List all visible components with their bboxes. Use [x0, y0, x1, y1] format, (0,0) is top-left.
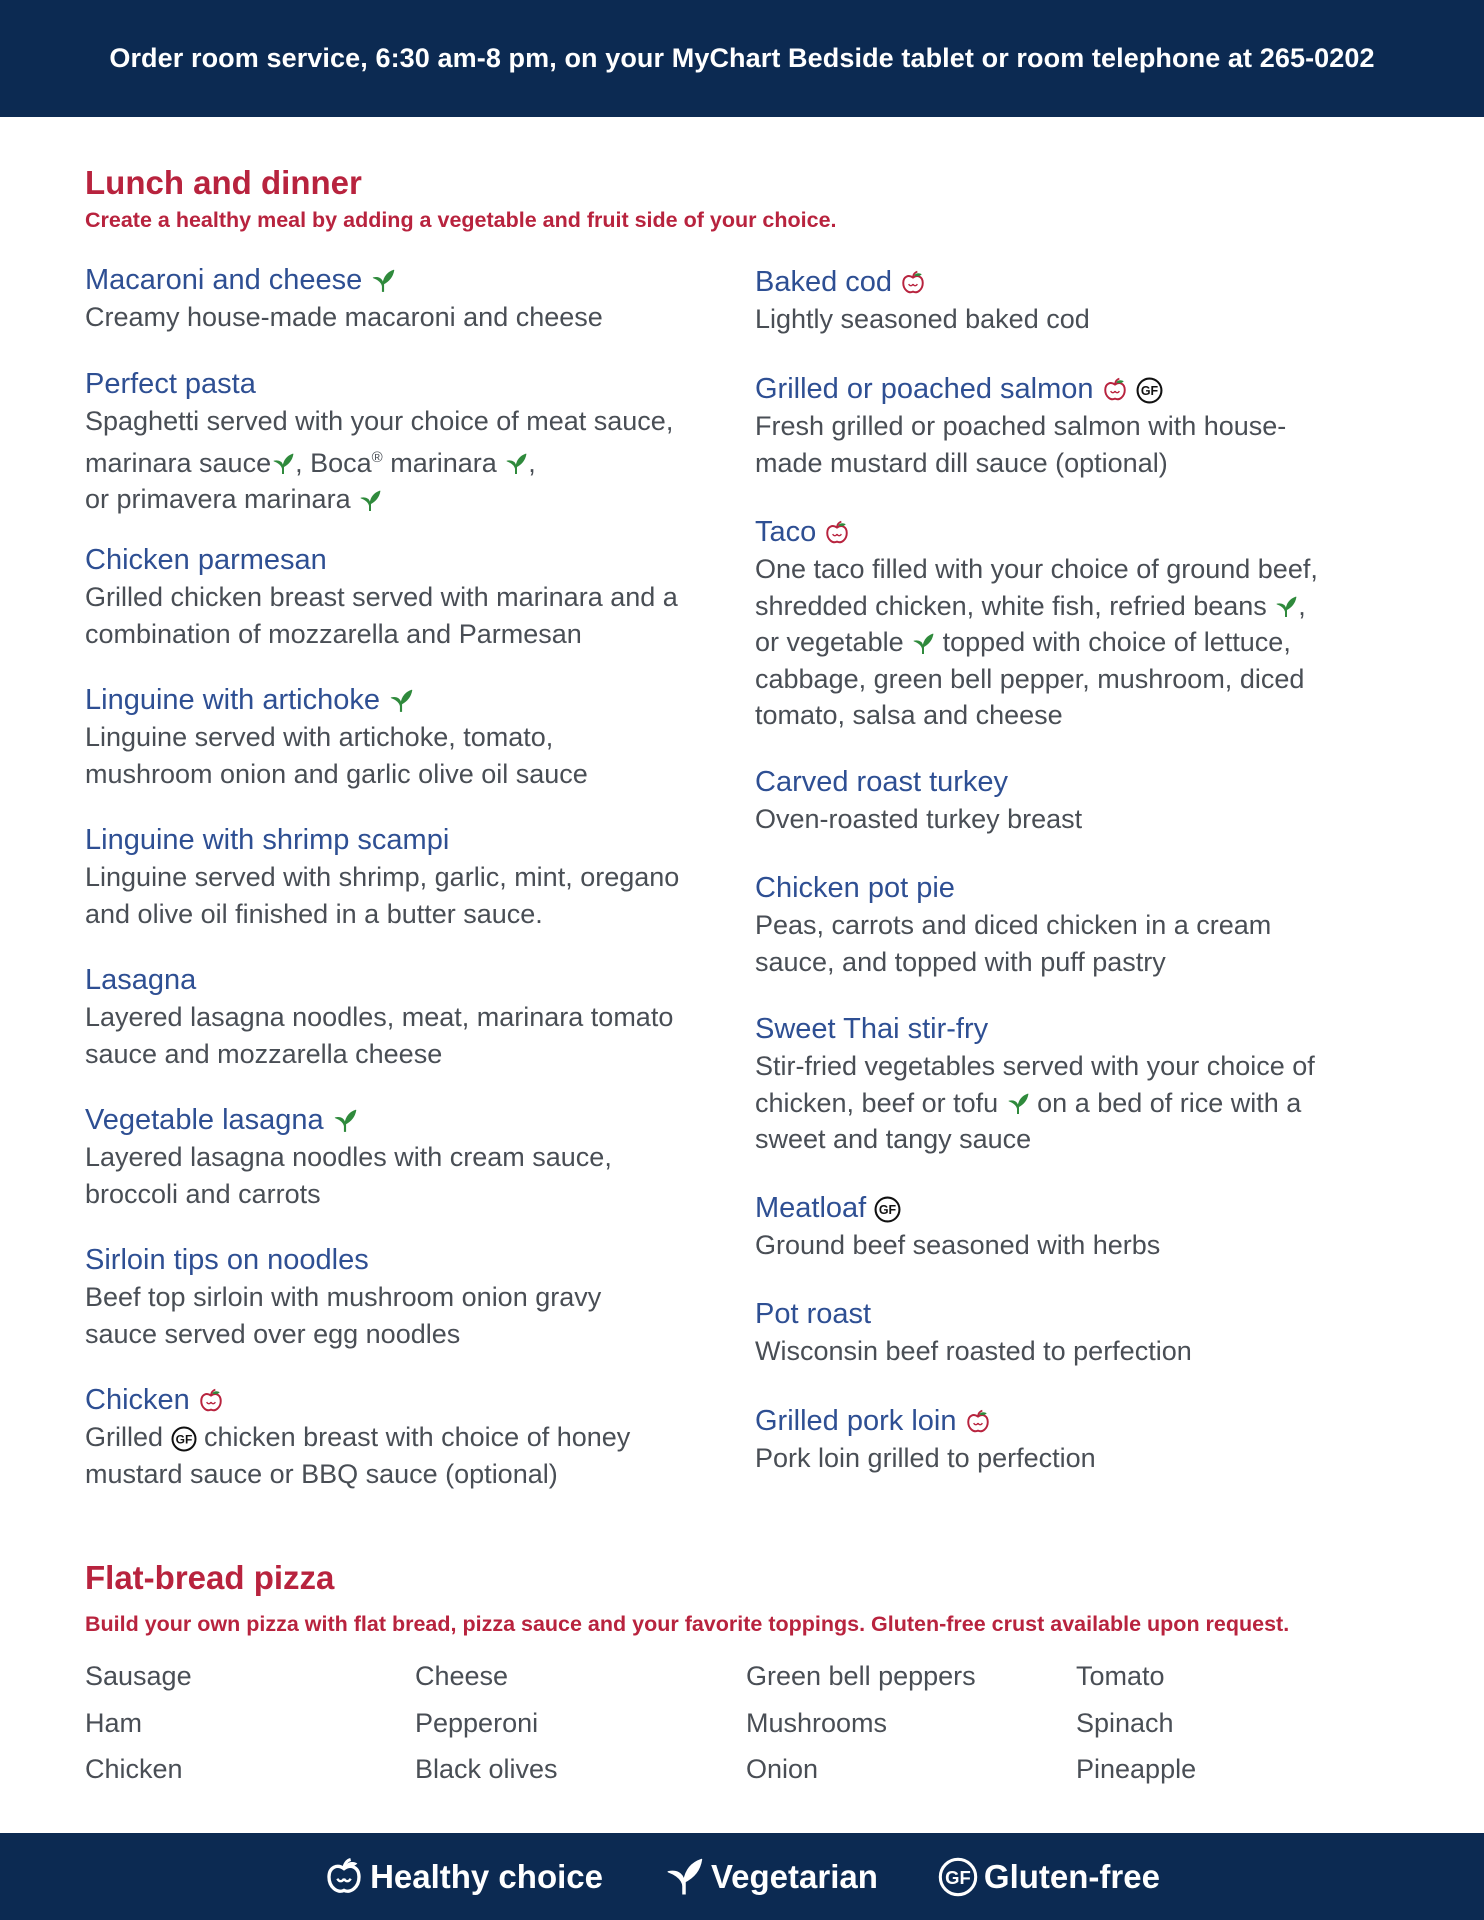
- desc-text: , Boca: [295, 447, 372, 478]
- topping-item: Green bell peppers: [746, 1661, 976, 1691]
- desc-line: [755, 624, 1415, 661]
- item-name: Perfect pasta: [85, 368, 256, 400]
- desc-text: chicken breast with choice of honey: [196, 1422, 631, 1452]
- item-name: Chicken pot pie: [755, 872, 955, 904]
- desc-line: Beef top sirloin with mushroom onion gravy: [85, 1282, 602, 1312]
- toppings-column: [1076, 1653, 1376, 1793]
- desc-text: shredded chicken, white fish, refried beans: [755, 590, 1275, 621]
- healthy-choice-icon: [900, 270, 926, 296]
- svg-text:GF: GF: [945, 1866, 971, 1888]
- gluten-free-icon: [938, 1857, 978, 1897]
- desc-text: or primavera marinara: [85, 484, 359, 514]
- desc-line: Linguine served with shrimp, garlic, mint, oregano: [85, 862, 680, 892]
- item-name: Macaroni and cheese: [85, 264, 363, 296]
- vegetarian-icon: [388, 688, 414, 714]
- menu-item-perfect-pasta: [85, 366, 745, 518]
- item-desc: [85, 1139, 745, 1212]
- desc-line: Grilled chicken breast served with marinara and a: [85, 582, 678, 612]
- registered-mark: ®: [371, 448, 383, 466]
- toppings-column: [85, 1653, 385, 1793]
- menu-item-pot-roast: [755, 1296, 1415, 1370]
- item-desc: Wisconsin beef roasted to perfection: [755, 1336, 1192, 1366]
- gluten-free-icon: [874, 1196, 901, 1223]
- topping-item: Pepperoni: [415, 1707, 539, 1738]
- menu-item-salmon: [755, 371, 1415, 481]
- desc-line: Layered lasagna noodles with cream sauce,: [85, 1142, 612, 1172]
- legend-vegetarian: [663, 1856, 878, 1898]
- topping-item: Mushrooms: [746, 1707, 888, 1738]
- desc-line: sauce and mozzarella cheese: [85, 1038, 443, 1069]
- desc-text: Grilled: [85, 1422, 171, 1452]
- item-name: Linguine with artichoke: [85, 684, 381, 716]
- menu-item-vegetable-lasagna: [85, 1102, 745, 1212]
- menu-item-chicken-parmesan: [85, 542, 745, 652]
- item-desc: Pork loin grilled to perfection: [755, 1443, 1096, 1473]
- topping-item: Chicken: [85, 1754, 183, 1784]
- desc-line: Fresh grilled or poached salmon with house-: [755, 411, 1287, 441]
- lunch-section-subtitle: Create a healthy meal by adding a vegetable and fruit side of your choice.: [85, 208, 837, 232]
- topping-item: Pineapple: [1076, 1754, 1197, 1784]
- topping-item: Black olives: [415, 1754, 558, 1784]
- legend-bar: [0, 1833, 1484, 1920]
- desc-text: marinara sauce: [85, 447, 272, 478]
- item-name: Vegetable lasagna: [85, 1104, 324, 1136]
- pizza-section-subtitle: Build your own pizza with flat bread, pizza sauce and your favorite toppings. Gluten-free crust available upon request.: [85, 1612, 1290, 1636]
- item-desc: Ground beef seasoned with herbs: [755, 1230, 1161, 1260]
- item-desc: [85, 859, 745, 932]
- menu-item-chicken: [85, 1382, 745, 1492]
- desc-line: made mustard dill sauce (optional): [755, 447, 1168, 478]
- healthy-choice-icon: [965, 1409, 991, 1435]
- item-desc: Creamy house-made macaroni and cheese: [85, 302, 603, 332]
- desc-text: topped with choice of lettuce,: [935, 627, 1291, 657]
- desc-line: sauce served over egg noodles: [85, 1318, 461, 1349]
- vegetarian-icon: [370, 268, 396, 294]
- desc-line: One taco filled with your choice of ground beef,: [755, 554, 1318, 584]
- desc-line: [85, 1419, 745, 1456]
- desc-text: marinara: [382, 447, 505, 478]
- item-desc: [755, 1048, 1415, 1158]
- desc-line: sauce, and topped with puff pastry: [755, 946, 1166, 977]
- desc-line: [755, 1085, 1415, 1122]
- item-desc: [85, 579, 745, 652]
- menu-item-pot-pie: [755, 870, 1415, 980]
- desc-line: Linguine served with artichoke, tomato,: [85, 722, 554, 752]
- desc-line: broccoli and carrots: [85, 1178, 321, 1209]
- item-name: Baked cod: [755, 266, 893, 298]
- item-desc: [85, 999, 745, 1072]
- vegetarian-icon: [911, 632, 935, 656]
- item-desc: [85, 719, 745, 792]
- desc-text: chicken, beef or tofu: [755, 1087, 1006, 1118]
- svg-text:GF: GF: [879, 1203, 897, 1218]
- item-name: Chicken: [85, 1384, 190, 1416]
- legend-gluten-free: [938, 1857, 1160, 1897]
- item-name: Sirloin tips on noodles: [85, 1244, 369, 1276]
- item-desc: [85, 1279, 745, 1352]
- desc-line: [85, 481, 745, 518]
- item-desc: Oven-roasted turkey breast: [755, 804, 1083, 834]
- item-name: Taco: [755, 516, 817, 548]
- healthy-choice-icon: [824, 520, 850, 546]
- desc-text: or vegetable: [755, 627, 912, 657]
- desc-line: tomato, salsa and cheese: [755, 700, 1063, 730]
- vegetarian-icon: [358, 489, 382, 513]
- healthy-choice-icon: [198, 1388, 224, 1414]
- gluten-free-icon: [171, 1426, 197, 1452]
- vegetarian-icon: [663, 1856, 705, 1898]
- item-desc: [755, 551, 1415, 734]
- menu-item-linguine-artichoke: [85, 682, 745, 792]
- topping-item: Tomato: [1076, 1661, 1165, 1691]
- legend-label: Vegetarian: [710, 1857, 878, 1895]
- vegetarian-icon: [271, 452, 295, 476]
- legend-label: Healthy choice: [370, 1857, 603, 1895]
- item-name: Grilled or poached salmon: [755, 373, 1094, 405]
- menu-item-baked-cod: [755, 264, 1415, 338]
- item-name: Pot roast: [755, 1298, 872, 1330]
- lunch-section-title: Lunch and dinner: [85, 164, 362, 201]
- item-name: Grilled pork loin: [755, 1405, 957, 1437]
- desc-line: mushroom onion and garlic olive oil sauce: [85, 758, 588, 789]
- desc-line: Spaghetti served with your choice of meat sauce,: [85, 406, 674, 436]
- desc-text: ,: [1298, 590, 1306, 621]
- menu-item-thai-stir-fry: [755, 1011, 1415, 1158]
- top-banner: [0, 0, 1484, 117]
- desc-line: Stir-fried vegetables served with your choice of: [755, 1051, 1315, 1081]
- item-name: Carved roast turkey: [755, 766, 1009, 798]
- item-desc: [85, 1419, 745, 1492]
- menu-item-taco: [755, 514, 1415, 734]
- vegetarian-icon: [504, 452, 528, 476]
- item-name: Sweet Thai stir-fry: [755, 1013, 989, 1045]
- legend-healthy-choice: [324, 1857, 603, 1897]
- toppings-column: [415, 1653, 715, 1793]
- topping-item: Sausage: [85, 1661, 192, 1691]
- menu-item-linguine-shrimp: [85, 822, 745, 932]
- desc-line: [755, 588, 1415, 625]
- item-desc: [755, 408, 1415, 481]
- menu-item-sirloin-tips: [85, 1242, 745, 1352]
- banner-text: Order room service, 6:30 am-8 pm, on your MyChart Bedside tablet or room telephone at 265-0202: [109, 43, 1375, 73]
- topping-item: Spinach: [1076, 1707, 1174, 1738]
- desc-line: cabbage, green bell pepper, mushroom, diced: [755, 663, 1305, 694]
- vegetarian-icon: [332, 1108, 358, 1134]
- desc-line: and olive oil finished in a butter sauce.: [85, 898, 543, 929]
- menu-item-macaroni: [85, 262, 745, 336]
- item-name: Lasagna: [85, 964, 197, 996]
- desc-line: [85, 440, 745, 482]
- svg-text:GF: GF: [1140, 384, 1158, 399]
- healthy-choice-icon: [1102, 377, 1128, 403]
- menu-item-lasagna: [85, 962, 745, 1072]
- topping-item: Cheese: [415, 1661, 509, 1691]
- item-name: Chicken parmesan: [85, 544, 327, 576]
- legend-label: Gluten-free: [983, 1857, 1160, 1895]
- item-name: Linguine with shrimp scampi: [85, 824, 450, 856]
- topping-item: Ham: [85, 1707, 143, 1738]
- desc-text: on a bed of rice with a: [1029, 1087, 1302, 1118]
- menu-item-roast-turkey: [755, 764, 1415, 838]
- menu-item-meatloaf: [755, 1190, 1415, 1264]
- desc-text: ,: [528, 447, 536, 478]
- desc-line: combination of mozzarella and Parmesan: [85, 618, 582, 649]
- item-desc: [755, 907, 1415, 980]
- pizza-section-title: Flat-bread pizza: [85, 1559, 335, 1596]
- item-name: Meatloaf: [755, 1192, 867, 1224]
- svg-text:GF: GF: [175, 1432, 192, 1447]
- item-desc: [85, 403, 745, 518]
- desc-line: sweet and tangy sauce: [755, 1124, 1032, 1154]
- vegetarian-icon: [1274, 595, 1298, 619]
- toppings-column: [746, 1653, 1046, 1793]
- menu-item-pork-loin: [755, 1403, 1415, 1477]
- item-desc: Lightly seasoned baked cod: [755, 304, 1090, 334]
- desc-line: Peas, carrots and diced chicken in a cream: [755, 910, 1272, 940]
- desc-line: Layered lasagna noodles, meat, marinara tomato: [85, 1002, 674, 1032]
- healthy-choice-icon: [324, 1857, 364, 1897]
- vegetarian-icon: [1006, 1092, 1030, 1116]
- topping-item: Onion: [746, 1754, 819, 1784]
- desc-line: mustard sauce or BBQ sauce (optional): [85, 1458, 558, 1489]
- gluten-free-icon: [1136, 377, 1163, 404]
